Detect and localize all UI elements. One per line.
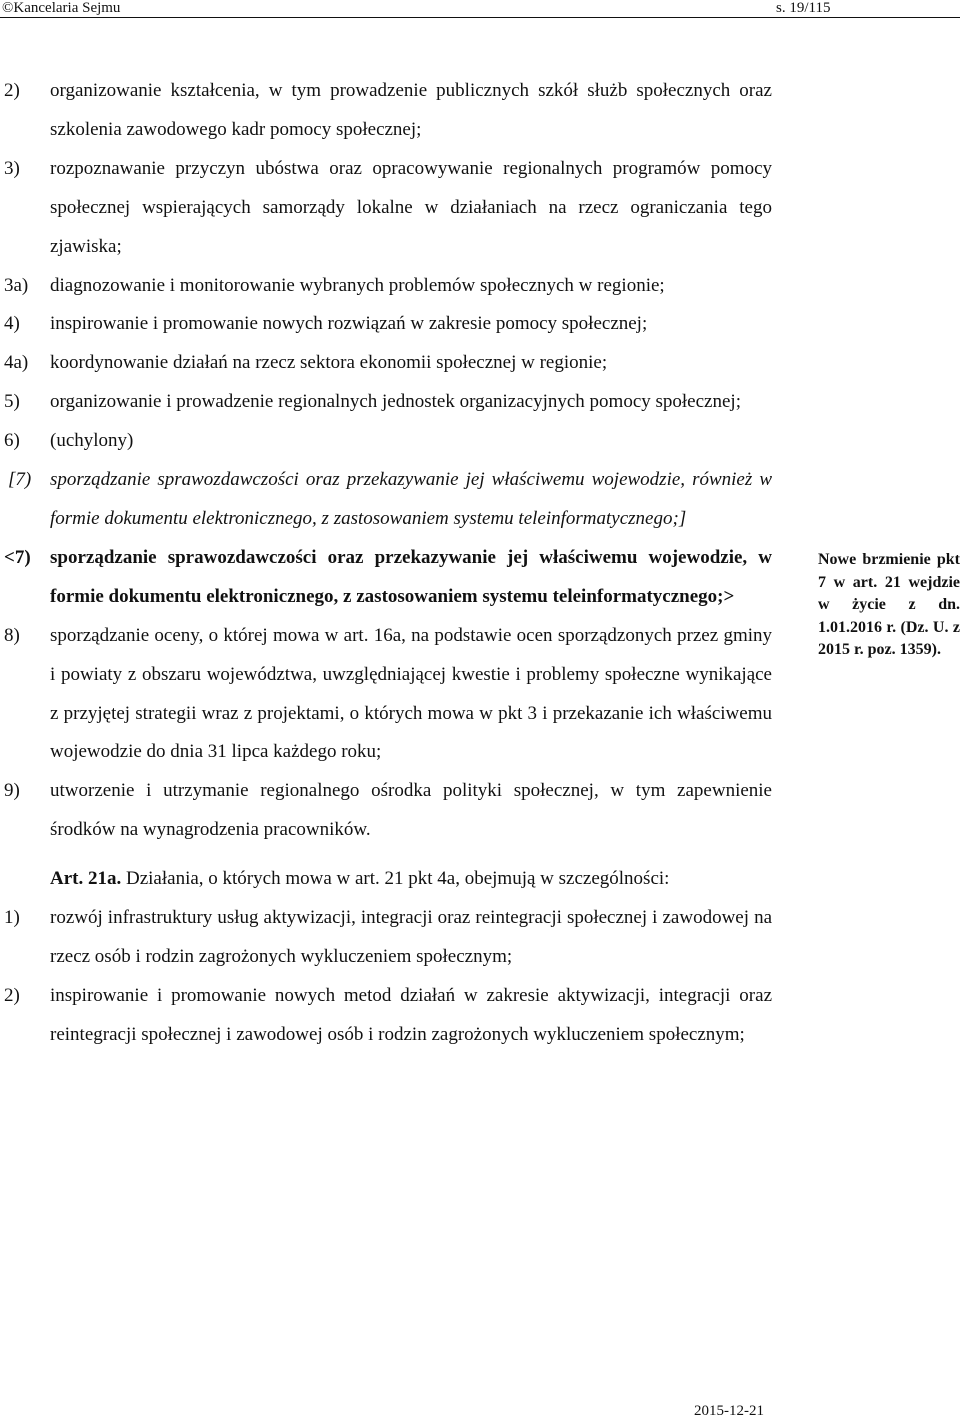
item-number: 3) [4,157,20,179]
article-text: Działania, o których mowa w art. 21 pkt 4a, obejmują w szczególności: [125,868,670,890]
item-number: 2) [4,984,20,1006]
document-body [0,72,772,1055]
item-number: 8) [4,624,20,646]
page-number: s. 19/115 [776,0,831,16]
list-item-4a [0,344,772,383]
list-item-5 [0,383,772,422]
item-number: 3a) [4,274,29,296]
item-number: 4a) [4,352,29,374]
list-item-6 [0,422,772,461]
margin-note: Nowe brzmienie pkt 7 w art. 21 wejdzie w życie z dn. 1.01.2016 r. (Dz. U. z 2015 r. poz. 1359). [818,551,960,658]
item-text: rozwój infrastruktury usług aktywizacji, integracji oraz reintegracji społecznej i zawodowej na rzecz osób i rodzin zagrożonych wykluczeniem społecznym; [50,907,772,967]
item-number: [7) [8,469,32,491]
list-item-4 [0,305,772,344]
item-number: 2) [4,80,20,101]
section-gap [0,850,772,860]
page-header [0,0,960,20]
publisher-label: ©Kancelaria Sejmu [2,0,121,16]
item-text: organizowanie i prowadzenie regionalnych jednostek organizacyjnych pomocy społecznej; [50,391,741,413]
item-number: 9) [4,780,20,802]
list-item-3 [0,150,772,267]
list-item-8 [0,617,772,773]
item-text: koordynowanie działań na rzecz sektora ekonomii społecznej w regionie; [50,352,608,374]
item-text: organizowanie kształcenia, w tym prowadzenie publicznych szkół służb społecznych oraz szkolenia zawodowego kadr pomocy społecznej; [50,80,772,140]
item-text: sporządzanie sprawozdawczości oraz przekazywanie jej właściwemu wojewodzie, w formie dokumentu elektronicznego, z zastosowaniem systemu teleinformatycznego;> [50,546,772,607]
list-item-7-old [0,461,772,539]
footer-date: 2015-12-21 [694,1403,764,1419]
list-item-9 [0,772,772,850]
item-text: (uchylony) [50,430,134,452]
article-paragraph [0,860,772,899]
article-label: Art. 21a. [50,868,122,890]
list-item-2 [0,72,772,150]
item-text: sporządzanie oceny, o której mowa w art. 16a, na podstawie ocen sporządzonych przez gminy i powiaty z obszaru województwa, uwzględniającej kwestie i problemy społeczne wynikające z przyjętej strategii wraz z projektami, o których mowa w pkt 3 i przekazanie ich właściwemu wojewodzie do dnia 31 lipca każdego roku; [50,624,772,763]
item-number: 5) [4,391,20,413]
item-number: 4) [4,313,20,335]
item-text: rozpoznawanie przyczyn ubóstwa oraz opracowywanie regionalnych programów pomocy społecznej wspierających samorządy lokalne w działaniach na rzecz ograniczania tego zjawiska; [50,157,772,257]
item-text: inspirowanie i promowanie nowych metod działań w zakresie aktywizacji, integracji oraz reintegracji społecznej i zawodowej osób i rodzin zagrożonych wykluczeniem społecznym; [50,984,772,1045]
item-number: 1) [4,907,20,929]
article-item-1 [0,899,772,977]
item-text: utworzenie i utrzymanie regionalnego ośrodka polityki społecznej, w tym zapewnienie środków na wynagrodzenia pracowników. [50,780,772,841]
article-item-2 [0,977,772,1055]
list-item-7-new [0,539,772,617]
item-text: diagnozowanie i monitorowanie wybranych problemów społecznych w regionie; [50,274,665,296]
item-text: inspirowanie i promowanie nowych rozwiązań w zakresie pomocy społecznej; [50,313,648,335]
list-item-3a [0,267,772,306]
header-divider [0,17,960,18]
item-number: 6) [4,430,20,452]
item-number: <7) [4,546,31,568]
item-text: sporządzanie sprawozdawczości oraz przekazywanie jej właściwemu wojewodzie, również w formie dokumentu elektronicznego, z zastosowaniem systemu teleinformatycznego;] [50,469,772,529]
